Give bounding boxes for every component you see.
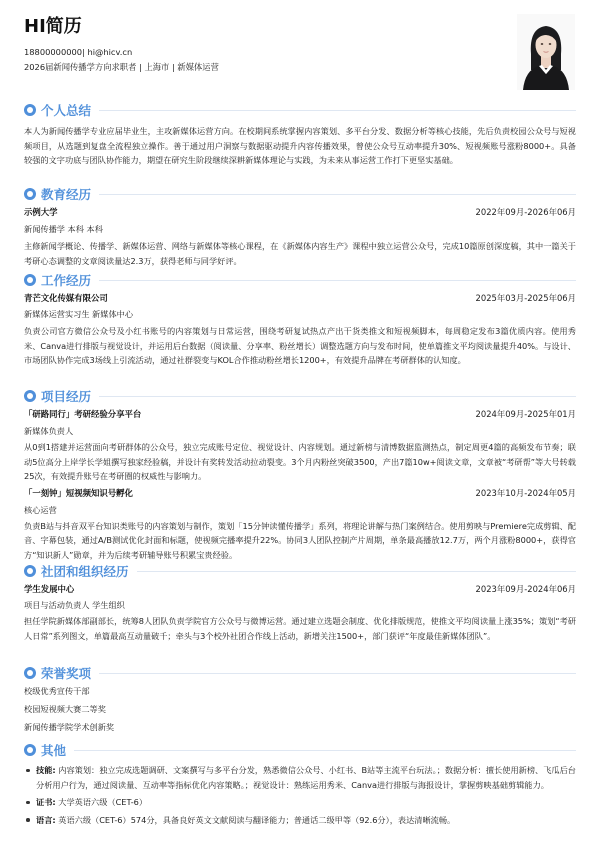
awards-list [24, 684, 576, 735]
award-item: 校级优秀宣传干部 [24, 686, 90, 696]
education-title-row [24, 186, 576, 202]
awards-title: 荣誉奖项 [41, 666, 92, 681]
resume-header [24, 14, 484, 75]
project-entry-header [24, 486, 576, 501]
education-entry [24, 205, 576, 268]
clubs-section-icon [24, 565, 36, 577]
others-section [24, 742, 576, 827]
others-list [24, 763, 576, 827]
section-divider [99, 673, 576, 674]
others-title: 其他 [41, 743, 67, 758]
profile-photo [517, 14, 575, 90]
education-section-icon [24, 188, 36, 200]
summary-title-row [24, 102, 576, 118]
project-role: 新媒体负责人 [24, 426, 74, 436]
project-entry [24, 486, 576, 563]
education-entry-header [24, 205, 576, 220]
certificate-text: 大学英语六级（CET-6） [58, 797, 148, 807]
education-title: 教育经历 [41, 187, 92, 202]
awards-title-row [24, 665, 576, 681]
work-section-icon [24, 274, 36, 286]
club-entry-header [24, 582, 576, 597]
language-text: 英语六级（CET-6）574分，具备良好英文文献阅读与翻译能力；普通话二级甲等（92.6分），表达清晰流畅。 [58, 814, 456, 825]
club-role: 项目与活动负责人 学生组织 [24, 600, 125, 610]
candidate-name: HI简历 [24, 16, 82, 37]
projects-section-icon [24, 390, 36, 402]
contact-info: 18800000000| hi@hicv.cn [24, 47, 133, 57]
section-divider [99, 280, 576, 281]
others-title-row [24, 742, 576, 758]
section-divider [99, 110, 576, 111]
project-name: 「研路同行」考研经验分享平台 [24, 409, 142, 419]
club-entry [24, 582, 576, 643]
summary-text: 本人为新闻传播学专业应届毕业生，主攻新媒体运营方向。在校期间系统掌握内容策划、多平台分发、数据分析等核心技能，先后负责校园公众号与短视频项目，从选题到复盘全流程独立操作。善于通过用户洞察与数据驱动提升内容传播效果，曾使公众号互动率提升30%、短视频账号涨粉8000+。具备较强的文字功底与团队协作能力，期望在研究生阶段继续深耕新媒体理论与实践，为未来从事运营工作打下更坚实基础。 [24, 126, 576, 165]
skills-text: 内容策划：独立完成选题调研、文案撰写与多平台分发，熟悉微信公众号、小红书、B站等主流平台玩法。；数据分析：擅长使用新榜、飞瓜后台分析用户行为，通过阅读量、互动率等指标优化内容策略。；视觉设计：熟练运用秀米、Canva进行排版与海报设计，掌握剪映基础剪辑能力。 [36, 765, 576, 790]
projects-title-row [24, 388, 576, 404]
work-entry-header [24, 291, 576, 306]
section-divider [99, 396, 576, 397]
section-divider [99, 194, 576, 195]
section-divider [137, 571, 576, 572]
work-position: 新媒体运营实习生 新媒体中心 [24, 309, 134, 319]
work-title: 工作经历 [41, 273, 92, 288]
awards-section [24, 665, 576, 735]
education-date: 2022年09月-2026年06月 [475, 207, 576, 217]
project-description: 从0到1搭建并运营面向考研群体的公众号，独立完成账号定位、视觉设计、内容规划。通过新榜与清博数据监测热点，制定周更4篇的高频发布节奏；联动5位高分上岸学长学姐撰写独家经验稿，并设计有奖转发活动拉动裂变。3个月内粉丝突破3500，产出7篇10w+阅读文章，文章被“考研帮”等大号转载25次，有效提升账号在考研圈的权威性与影响力。 [24, 442, 576, 481]
project-role: 核心运营 [24, 504, 57, 515]
skills-label: 技能: [36, 765, 56, 775]
clubs-section [24, 563, 576, 643]
skills-item [24, 763, 576, 792]
section-divider [74, 750, 576, 751]
language-item [24, 813, 576, 828]
certificate-item [24, 795, 576, 810]
company-name: 青芒文化传媒有限公司 [24, 293, 108, 303]
school-name: 示例大学 [24, 207, 58, 217]
job-intent: 2026届新闻传播学方向求职者 | 上海市 | 新媒体运营 [24, 62, 219, 72]
language-label: 语言: [36, 814, 56, 825]
award-item: 校园短视频大赛二等奖 [24, 704, 106, 714]
clubs-title: 社团和组织经历 [41, 564, 129, 579]
work-title-row [24, 272, 576, 288]
award-item: 新闻传播学院学术创新奖 [24, 722, 115, 732]
summary-title: 个人总结 [41, 103, 92, 118]
projects-section [24, 388, 576, 562]
club-date: 2023年09月-2024年06月 [475, 584, 576, 594]
work-section [24, 272, 576, 368]
project-name: 「一刻钟」短视频知识号孵化 [24, 487, 133, 498]
clubs-title-row [24, 563, 576, 579]
work-date: 2025年03月-2025年06月 [475, 293, 576, 303]
project-date: 2023年10月-2024年05月 [475, 487, 576, 498]
awards-section-icon [24, 667, 36, 679]
summary-section [24, 102, 576, 168]
work-entry [24, 291, 576, 368]
club-description: 担任学院新媒体部副部长，统筹8人团队负责学院官方公众号与微博运营。通过建立选题会制度、优化排版规范，使推文平均阅读量上涨35%；策划“考研人日常”系列图文，单篇最高互动量破千；牵头与3个校外社团合作线上活动，新增关注1500+，部门获评“年度最佳新媒体团队”。 [24, 616, 576, 641]
project-date: 2024年09月-2025年01月 [475, 409, 576, 419]
summary-section-icon [24, 104, 36, 116]
education-major: 新闻传播学 本科 本科 [24, 224, 103, 234]
project-entry [24, 407, 576, 484]
project-entry-header [24, 407, 576, 422]
organization-name: 学生发展中心 [24, 584, 75, 594]
certificate-label: 证书: [36, 797, 56, 807]
work-description: 负责公司官方微信公众号及小红书账号的内容策划与日常运营，围绕考研复试热点产出干货类推文和短视频脚本，每周稳定发布3篇优质内容。使用秀米、Canva进行排版与视觉设计，并运用后台数据（阅读量、分享率、粉丝增长）调整选题方向与发布时间，使单篇推文平均阅读量提升40%。与设计、市场团队协作完成3场线上引流活动，通过社群裂变与KOL合作推动粉丝增长1200+，有效提升品牌在考研群体的认知度。 [24, 326, 576, 365]
projects-title: 项目经历 [41, 389, 92, 404]
others-section-icon [24, 744, 36, 756]
education-description: 主修新闻学概论、传播学、新媒体运营、网络与新媒体等核心课程，在《新媒体内容生产》课程中独立运营公众号，完成10篇原创深度稿，其中一篇关于考研心态调整的文章阅读量达2.3万，获得老师与同学好评。 [24, 241, 576, 266]
education-section [24, 186, 576, 268]
project-description: 负责B站与抖音双平台知识类账号的内容策划与制作，策划「15分钟读懂传播学」系列，将理论讲解与热门案例结合。使用剪映与Premiere完成剪辑、配音、字幕包装，通过A/B测试优化封面和标题，使视频完播率提升22%。协同3人团队控制产片周期，单条最高播放12.7万，两个月涨粉8000+，获得官方“知识新人”勋章，并为后续考研辅导账号积累宝贵经验。 [24, 520, 577, 560]
